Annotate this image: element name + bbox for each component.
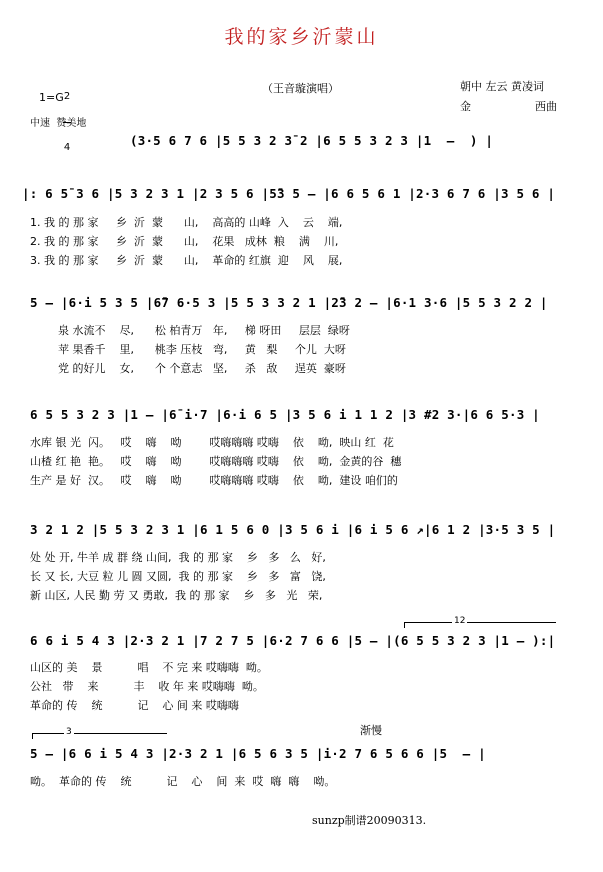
volta-bracket-3-start xyxy=(32,733,33,739)
lyric-row-7-verse-1: 呦。 革命的 传 统 记 心 间 来 哎 嗨 嗨 呦。 xyxy=(30,775,336,788)
performer: （王音璇演唱） xyxy=(262,82,339,95)
song-title: 我的家乡沂蒙山 xyxy=(224,26,379,48)
tempo-change: 渐慢 xyxy=(360,724,382,737)
notation-row-6: 6 6 i 5 4 3 |2·3 2 1 |7 2 7 5 |6·2 7 6 6 |5 – |(6 5 5 3 2 3 |1 – ):| xyxy=(30,633,556,648)
footer-credit: sunzp制谱20090313. xyxy=(312,814,427,827)
composer-role: 西曲 xyxy=(535,100,557,113)
notation-row-4: 6 5 5 3 2 3 |1 – |6̄ i·7 |6·i 6 5 |3 5 6 i 1 1 2 |3 #2 3·|6 6 5·3 | xyxy=(30,407,540,422)
lyric-row-4-verse-3: 生产 是 好 汉。 哎 嗨 呦 哎嗨嗨嗨 哎嗨 依 呦, 建设 咱们的 xyxy=(30,474,398,487)
lyric-row-4-verse-2: 山楂 红 艳 艳。 哎 嗨 呦 哎嗨嗨嗨 哎嗨 依 呦, 金黄的谷 穗 xyxy=(30,455,402,468)
time-top: 2 xyxy=(63,91,71,102)
lyricist: 朝中 左云 黄凌词 xyxy=(460,80,544,93)
lyric-row-2-verse-3: 3. 我 的 那 家 乡 沂 蒙 山, 革命的 红旗 迎 风 展, xyxy=(30,254,343,267)
volta-bracket-12-start xyxy=(404,622,405,628)
notation-row-5: 3 2 1 2 |5 5 3 2 3 1 |6 1 5 6 0 |3 5 6 i |6 i 5 6 ↗|6 1 2 |3·5 3 5 | xyxy=(30,522,556,537)
notation-row-2: |: 6 5̄ 3 6 |5 3 2 3 1 |2 3 5 6 |5̄3 5 – |6 6 5 6 1 |2·3 6 7 6 |3 5 6 | xyxy=(22,186,556,201)
lyric-row-2-verse-2: 2. 我 的 那 家 乡 沂 蒙 山, 花果 成林 粮 满 川, xyxy=(30,235,339,248)
lyric-row-6-verse-2: 公社 带 来 丰 收 年 来 哎嗨嗨 呦。 xyxy=(30,680,264,693)
tempo-marking: 中速 赞美地 xyxy=(30,118,87,129)
volta-bracket-12 xyxy=(404,622,556,623)
volta-label-12: 12 xyxy=(454,616,466,626)
volta-label-3: 3 xyxy=(66,727,72,737)
key-signature xyxy=(32,78,64,104)
lyric-row-6-verse-3: 革命的 传 统 记 心 间 来 哎嗨嗨 xyxy=(30,699,239,712)
volta-bracket-3 xyxy=(32,733,167,734)
lyric-row-3-verse-1: 泉 水流不 尽, 松 柏青万 年, 梯 呀田 层层 绿呀 xyxy=(30,324,350,337)
notation-row-3: 5 – |6·i 5 3 5 |6̄7 6·5 3 |5 5 3 3 2 1 |2̄3 2 – |6·1 3·6 |5 5 3 2 2 | xyxy=(30,295,548,310)
lyric-row-4-verse-1: 水库 银 光 闪。 哎 嗨 呦 哎嗨嗨嗨 哎嗨 依 呦, 映山 红 花 xyxy=(30,436,394,449)
notation-row-1: (3·5 6 7 6 |5 5 3 2 3̄ 2 |6 5 5 3 2 3 |1 – ) | xyxy=(130,133,494,148)
lyric-row-2-verse-1: 1. 我 的 那 家 乡 沂 蒙 山, 高高的 山峰 入 云 端, xyxy=(30,216,343,229)
composer-name: 金 xyxy=(460,100,471,113)
lyric-row-3-verse-3: 党 的好儿 女, 个 个意志 坚, 杀 敌 逞英 豪呀 xyxy=(30,362,346,375)
lyric-row-5-verse-1: 处 处 开, 牛羊 成 群 绕 山间, 我 的 那 家 乡 多 么 好, xyxy=(30,551,326,564)
lyric-row-3-verse-2: 苹 果香千 里, 桃李 压枝 弯, 黄 梨 个儿 大呀 xyxy=(30,343,346,356)
key-label: 1=G xyxy=(39,91,64,104)
lyric-row-6-verse-1: 山区的 美 景 唱 不 完 来 哎嗨嗨 呦。 xyxy=(30,661,268,674)
notation-row-7: 5 – |6 6 i 5 4 3 |2·3 2 1 |6 5 6 3 5 |i·2 7 6 5 6 6 |5 – | xyxy=(30,746,486,761)
time-bottom: 4 xyxy=(63,142,71,153)
lyric-row-5-verse-2: 长 又 长, 大豆 粒 儿 圆 又圆, 我 的 那 家 乡 多 富 饶, xyxy=(30,570,326,583)
lyric-row-5-verse-3: 新 山区, 人民 勤 劳 又 勇敢, 我 的 那 家 乡 多 光 荣, xyxy=(30,589,323,602)
